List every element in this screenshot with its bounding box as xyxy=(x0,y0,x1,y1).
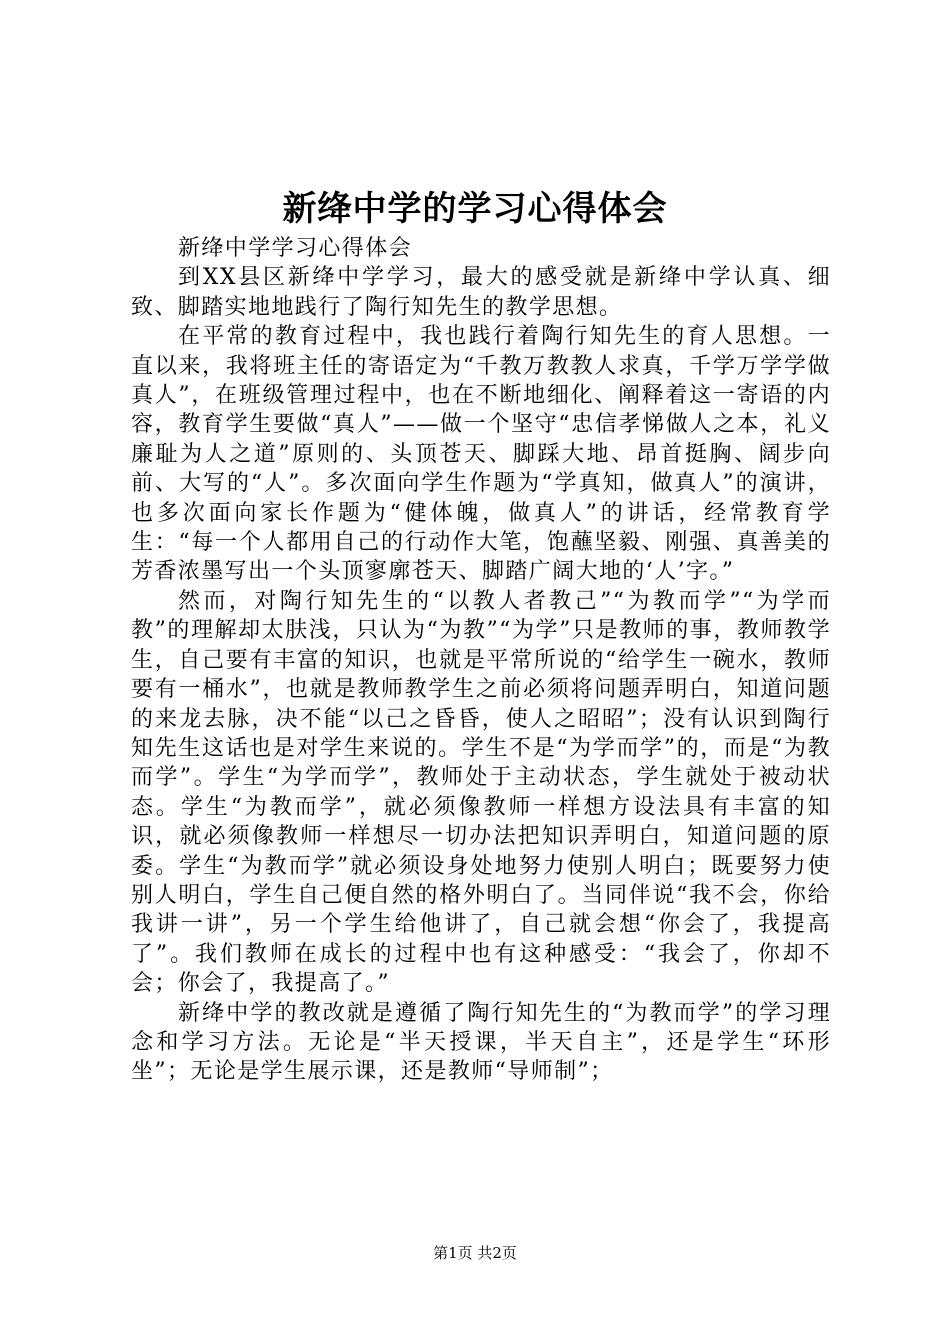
paragraph-practice: 在平常的教育过程中，我也践行着陶行知先生的育人思想。一直以来，我将班主任的寄语定为“千教万教教人求真，千学万学学做真人”，在班级管理过程中，也在不断地细化、阐释着这一寄语的内容，教育学生要做“真人”——做一个坚守“忠信孝悌做人之本，礼义廉耻为人之道”原则的、头顶苍天、脚踩大地、昂首挺胸、阔步向前、大写的“人”。多次面向学生作题为“学真知，做真人”的演讲，也多次面向家长作题为“健体魄，做真人”的讲话，经常教育学生：“每一个人都用自己的行动作大笔，饱蘸坚毅、刚强、真善美的芳香浓墨写出一个头顶寥廓苍天、脚踏广阔大地的‘人’字。” xyxy=(131,324,831,585)
page-number-footer: 第1页 共2页 xyxy=(433,1244,517,1262)
paragraph-reform: 新绛中学的教改就是遵循了陶行知先生的“为教而学”的学习理念和学习方法。无论是“半天授课，半天自主”，还是学生“环形坐”；无论是学生展示课，还是教师“导师制”； xyxy=(131,1000,831,1085)
paragraph-reflection: 然而，对陶行知先生的“以教人者教己”“为教而学”“为学而教”的理解却太肤浅，只认为“为教”“为学”只是教师的事，教师教学生，自己要有丰富的知识，也就是平常所说的“给学生一碗水，教师要有一桶水”，也就是教师教学生之前必须将问题弄明白，知道问题的来龙去脉，决不能“以己之昏昏，使人之昭昭”；没有认识到陶行知先生这话也是对学生来说的。学生不是“为学而学”的，而是“为教而学”。学生“为学而学”，教师处于主动状态，学生就处于被动状态。学生“为教而学”，就必须像教师一样想方设法具有丰富的知识，就必须像教师一样想尽一切办法把知识弄明白，知道问题的原委。学生“为教而学”就必须设身处地努力使别人明白；既要努力使别人明白，学生自己便自然的格外明白了。当同伴说“我不会，你给我讲一讲”，另一个学生给他讲了，自己就会想“你会了，我提高了”。我们教师在成长的过程中也有这种感受：“我会了，你却不会；你会了，我提高了。” xyxy=(131,588,831,997)
paragraph-intro: 到XX县区新绛中学学习，最大的感受就是新绛中学认真、细致、脚踏实地地践行了陶行知先生的教学思想。 xyxy=(131,265,831,320)
paragraph-subtitle: 新绛中学学习心得体会 xyxy=(178,236,413,261)
document-body xyxy=(131,234,831,1087)
document-title: 新绛中学的学习心得体会 xyxy=(282,189,668,229)
